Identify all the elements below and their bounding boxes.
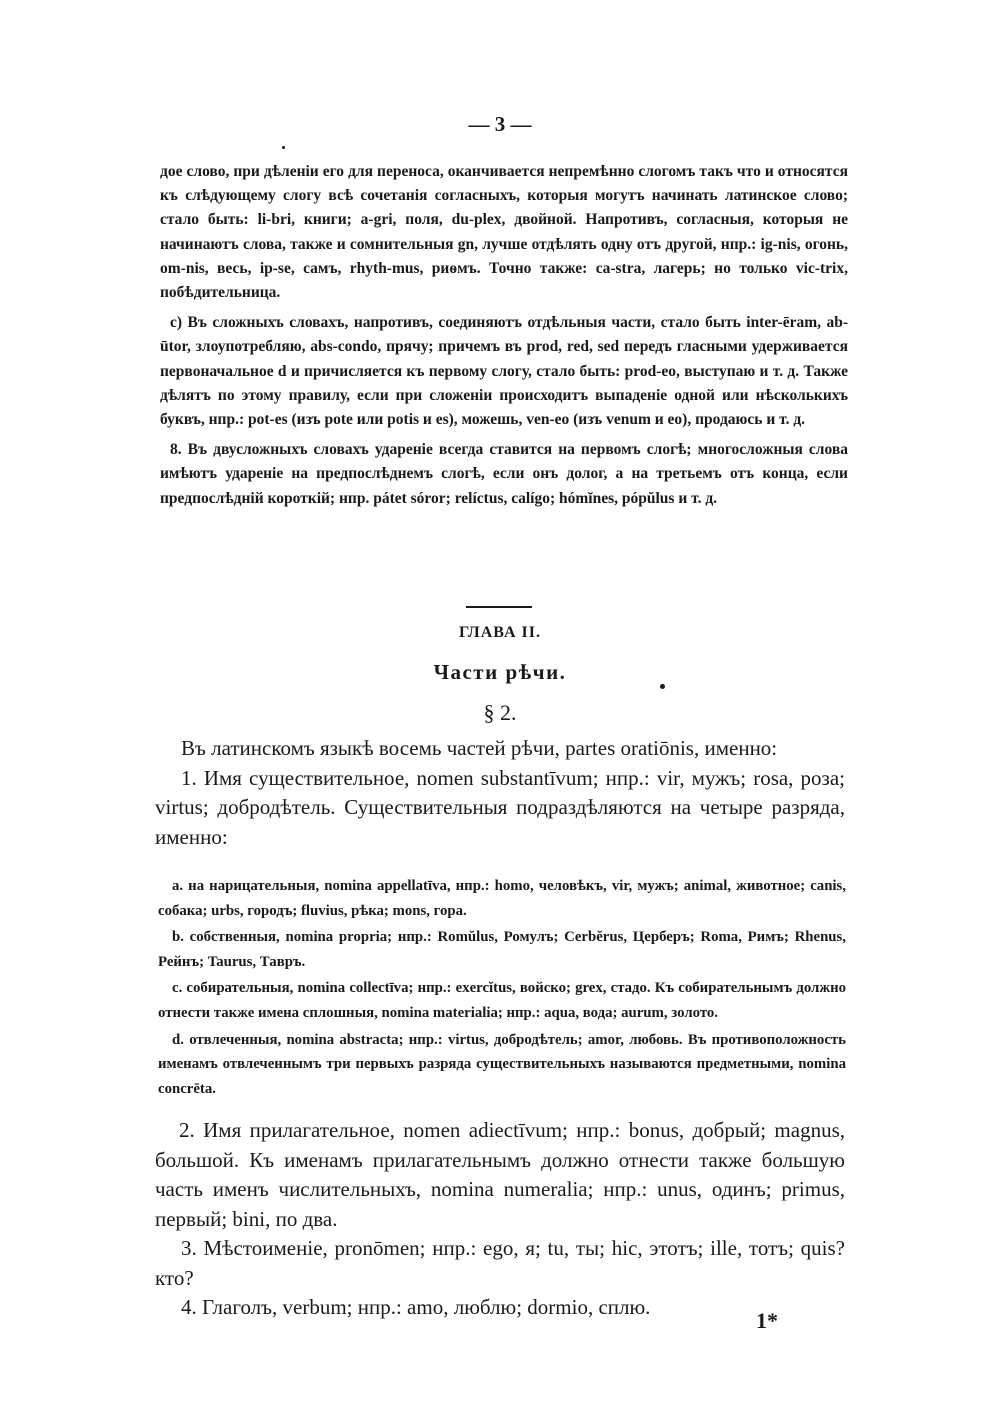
ink-speck xyxy=(282,146,285,149)
paragraph-syllable-division: дое слово, при дѣленіи его для переноса, оканчивается непремѣнно слогомъ такъ что и относятся къ слѣдующему слогу всѣ сочетанія согласныхъ, которыя могутъ начинать латинское слово; стало быть: li-bri, книги; a-gri, поля, du-plex, двойной. Напротивъ, согласныя, которыя не начинаютъ слова, также и сомнительныя gn, лучше отдѣлять одну отъ другой, нпр.: ig-nis, огонь, om-nis, весь, ip-se, самъ, rhyth-mus, риѳмъ. Точно также: ca-stra, лагерь; но только vic-trix, побѣдительница. xyxy=(160,163,848,302)
ink-speck xyxy=(660,684,665,689)
subtype-proper-nouns: b. собственныя, nomina propria; нпр.: Romŭlus, Ромулъ; Cerbĕrus, Церберъ; Roma, Римъ; Rhenus, Рейнъ; Taurus, Тавръ. xyxy=(158,929,846,970)
intro-paragraph: Въ латинскомъ языкѣ восемь частей рѣчи, partes oratiōnis, именно: xyxy=(181,736,778,760)
noun-subtypes xyxy=(158,874,846,1103)
chapter-label: ГЛАВА II. xyxy=(459,624,541,641)
paragraph-compound-words: c) Въ сложныхъ словахъ, напротивъ, соединяютъ отдѣльныя части, стало быть inter-ēram, ab-ūtor, злоупотребляю, abs-condo, прячу; причемъ въ prod, red, sed передъ гласными удерживается первоначальное d и причисляется къ первому слогу, стало быть: prod-eo, выступаю и т. д. Также дѣлятъ по этому правилу, если при сложеніи происходитъ выпаденіе одной или нѣсколькихъ буквъ, нпр.: pot-es (изъ pote или potis и es), можешь, ven-eo (изъ venum и eo), продаюсь и т. д. xyxy=(160,314,848,429)
subtype-collective-nouns: c. собирательныя, nomina collectīva; нпр.: exercĭtus, войско; grex, стадо. Къ собирательнымъ должно отнести также имена сплошныя, nomina materialia; нпр.: aqua, вода; aurum, золото. xyxy=(158,980,846,1021)
signature-mark: 1* xyxy=(756,1308,778,1333)
top-text-block xyxy=(160,160,848,517)
item-adjectives: 2. Имя прилагательное, nomen adiectīvum; нпр.: bonus, добрый; magnus, большой. Къ именамъ прилагательнымъ должно отнести также большую часть именъ числительныхъ, nomina numeralia; нпр.: unus, одинъ; primus, первый; bini, по два. xyxy=(155,1118,845,1231)
item-verbs: 4. Глаголъ, verbum; нпр.: amo, люблю; dormio, сплю. xyxy=(181,1295,651,1319)
page-number: — 3 — xyxy=(468,112,532,136)
section-divider xyxy=(466,606,532,608)
parts-of-speech-list xyxy=(155,1116,845,1323)
subtype-abstract-nouns: d. отвлеченныя, nomina abstracta; нпр.: virtus, добродѣтель; amor, любовь. Въ противоположность именамъ отвлеченнымъ три первыхъ разряда существительныхъ называются предметными, nomina concrēta. xyxy=(158,1031,846,1097)
item-pronouns: 3. Мѣстоименіе, pronōmen; нпр.: ego, я; tu, ты; hic, этотъ; ille, тотъ; quis? кто? xyxy=(155,1236,845,1290)
item-nouns: 1. Имя существительное, nomen substantīvum; нпр.: vir, мужъ; rosa, роза; virtus; добродѣтель. Существительныя подраздѣляются на четыре разряда, именно: xyxy=(155,765,845,849)
section-number: § 2. xyxy=(483,700,517,725)
paragraph-stress-rule: 8. Въ двусложныхъ словахъ удареніе всегда ставится на первомъ слогѣ; многосложныя слова имѣютъ удареніе на предпослѣднемъ слогѣ, если онъ долог, а на третьемъ отъ конца, если предпослѣдній короткій; нпр. pátet sóror; relíctus, calígo; hómĭnes, pópŭlus и т. д. xyxy=(160,441,848,507)
chapter-title: Части рѣчи. xyxy=(433,660,567,684)
intro-block xyxy=(155,734,845,852)
subtype-common-nouns: a. на нарицательныя, nomina appellatīva, нпр.: homo, человѣкъ, vir, мужъ; animal, животное; canis, собака; urbs, городъ; fluvius, рѣка; mons, гора. xyxy=(158,878,846,919)
